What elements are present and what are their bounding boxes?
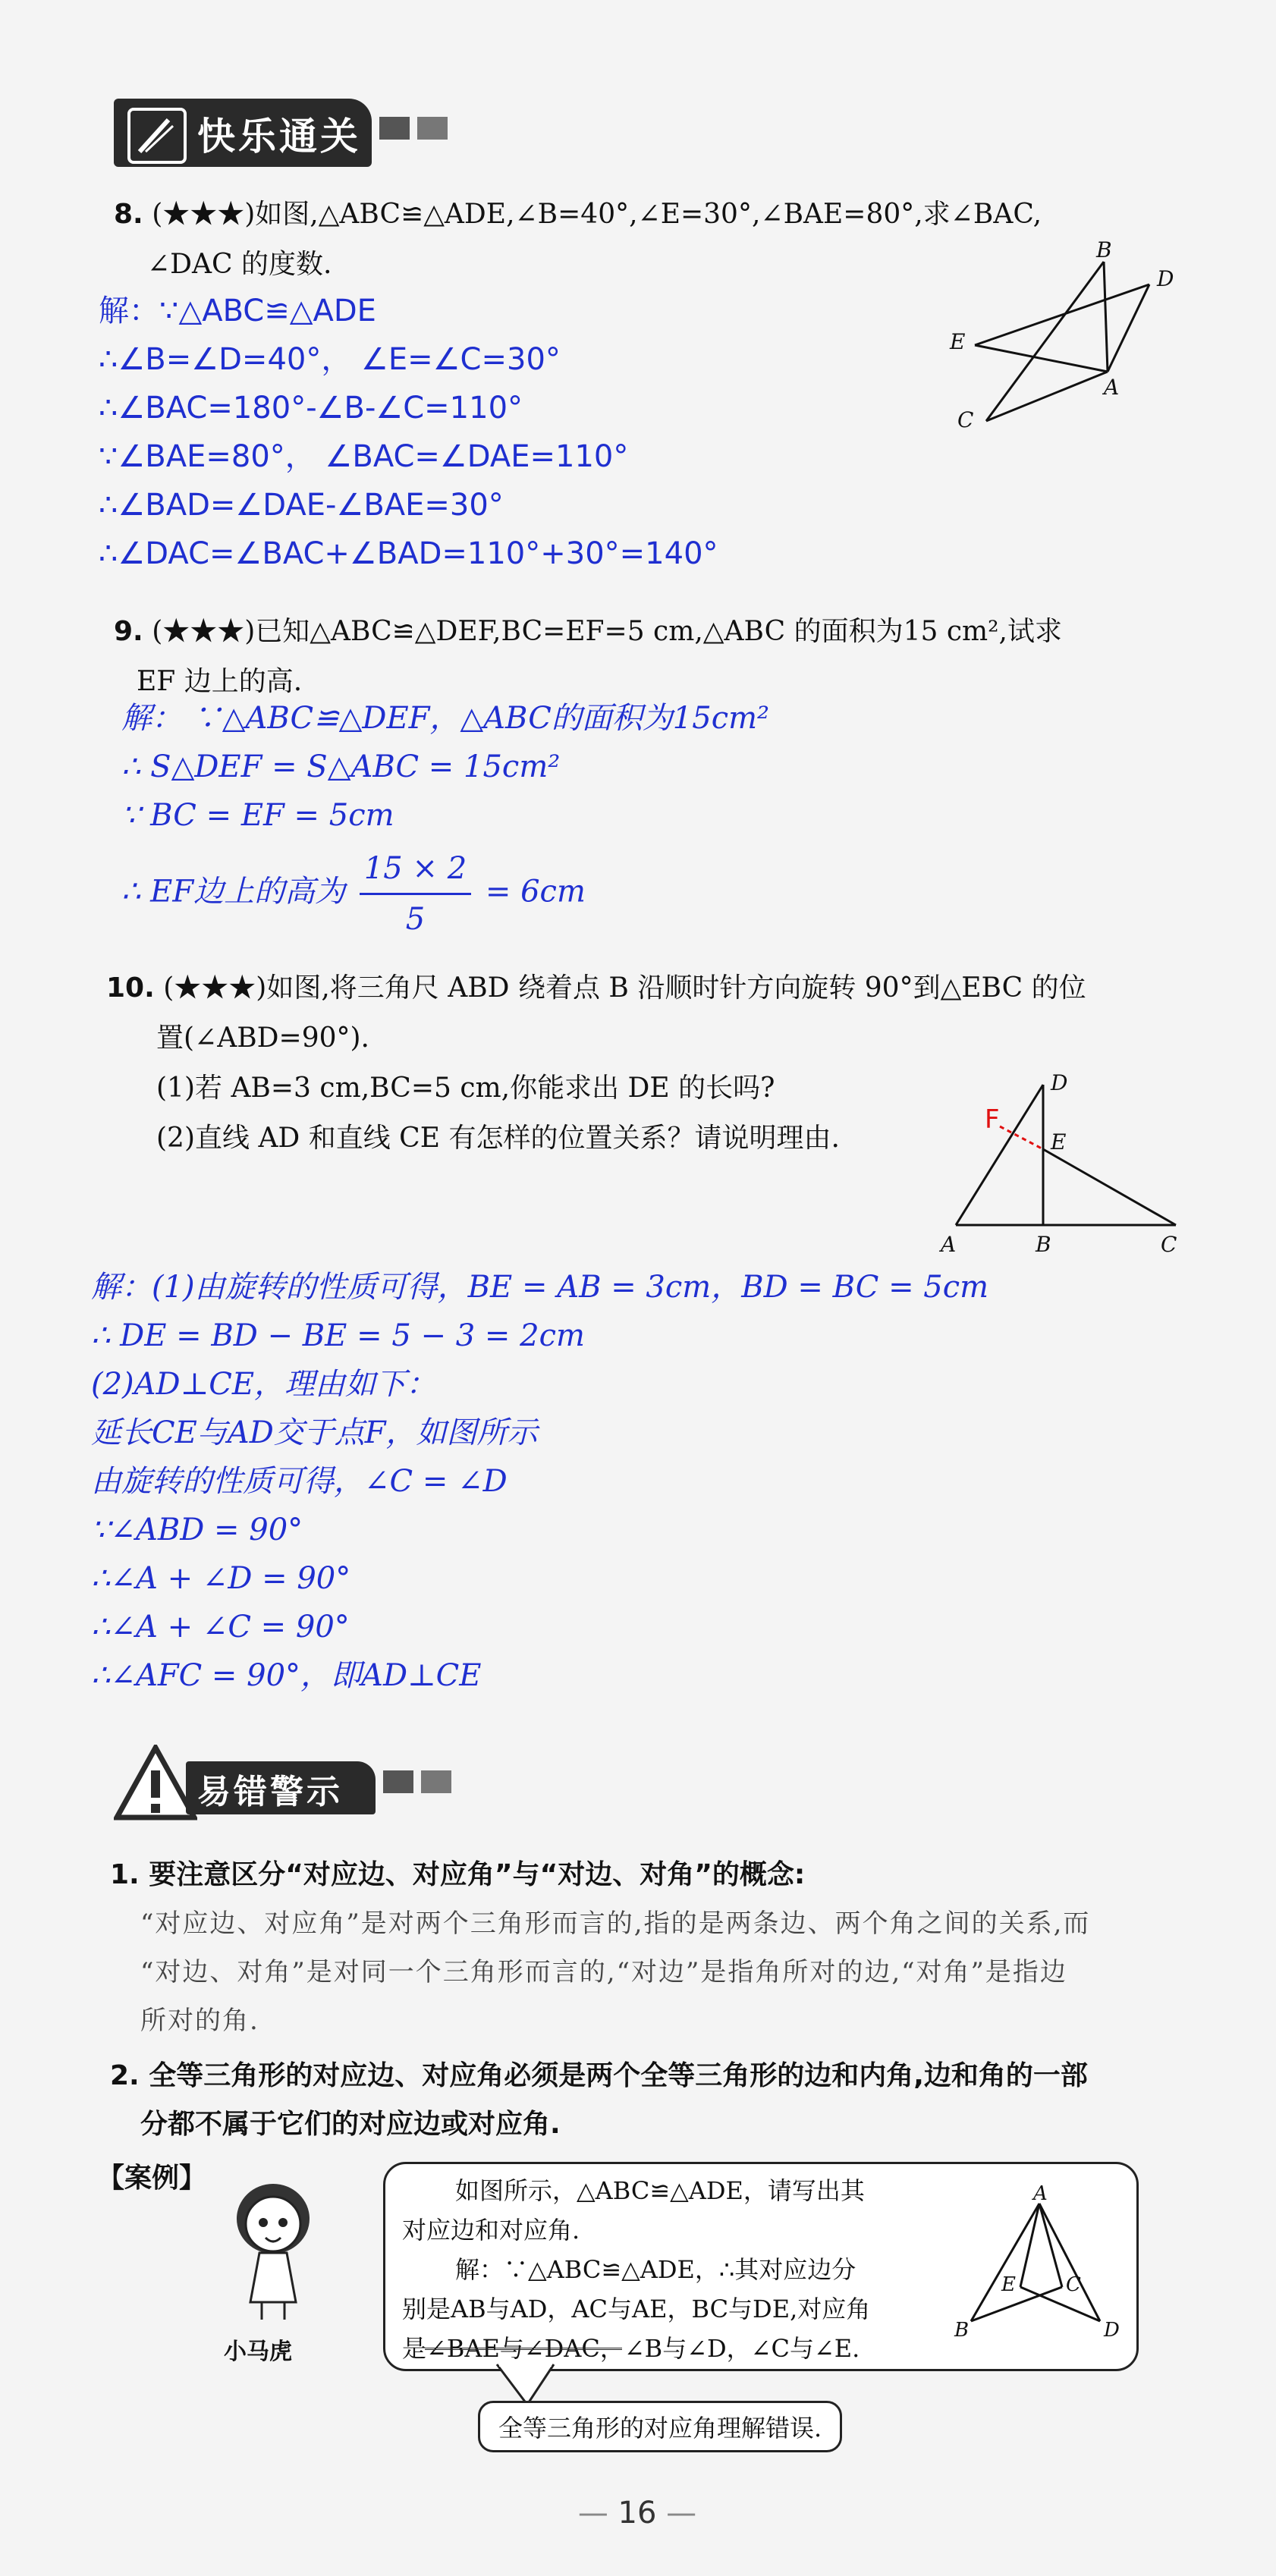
bubble-line: 解：∵△ABC≌△ADE，∴其对应边分 (455, 2255, 856, 2284)
label-B: B (1096, 239, 1112, 262)
answer-line: ∴∠A + ∠D = 90° (91, 1561, 351, 1596)
q8-line2: ∠DAC 的度数. (147, 249, 332, 280)
q10-line1: 如图,将三角尺 ABD 绕着点 B 沿顺时针方向旋转 90°到△EBC 的位 (266, 972, 1086, 1004)
q10-part2: (2)直线 AD 和直线 CE 有怎样的位置关系？请说明理由. (156, 1123, 840, 1154)
section-banner-warning (114, 1752, 448, 1828)
label-E: E (950, 329, 966, 354)
label-D: D (1051, 1070, 1068, 1095)
warning-line: 分都不属于它们的对应边或对应角. (140, 2109, 561, 2140)
answer-line: ∴ S△DEF = S△ABC = 15cm² (121, 749, 561, 784)
answer-line: 解： ∵△ABC≌△DEF，△ABC的面积为15cm² (121, 701, 770, 736)
pencil-icon (127, 108, 187, 164)
bubble-text (402, 2171, 948, 2368)
label-C: C (1161, 1232, 1177, 1257)
bubble-line: 是∠BAE与∠DAC，∠B与∠D，∠C与∠E. (402, 2334, 860, 2363)
warning-icon (114, 1745, 197, 1820)
q9-answer (121, 694, 956, 944)
label-D: D (1157, 266, 1174, 291)
answer-line: 解：(1)由旋转的性质可得，BE = AB = 3cm，BD = BC = 5cm (91, 1270, 989, 1305)
error-note (478, 2401, 842, 2452)
section-banner-happy (114, 99, 448, 174)
case-figure (948, 2185, 1130, 2351)
q8-line1: 如图,△ABC≌△ADE,∠B=40°,∠E=30°,∠BAE=80°,求∠BAC, (255, 199, 1042, 230)
q10-answer (91, 1263, 1229, 1700)
warning-line: “对边、对角”是对同一个三角形而言的,“对边”是指角所对的边,“对角”是指边 (140, 1957, 1067, 1987)
label-E: E (1051, 1129, 1067, 1154)
label-B: B (1036, 1232, 1051, 1257)
page-number-value: 16 (618, 2496, 657, 2530)
q10-line2: 置(∠ABD=90°). (156, 1023, 369, 1054)
warning-line: “对应边、对应角”是对两个三角形而言的,指的是两条边、两个角之间的关系,而 (140, 1908, 1091, 1939)
difficulty-stars: (★★★) (152, 616, 256, 647)
answer-result: = 6cm (485, 874, 586, 909)
fraction-denominator: 5 (405, 902, 426, 937)
character-name: 小马虎 (224, 2339, 292, 2365)
difficulty-stars: (★★★) (152, 199, 256, 230)
warning-2 (110, 2052, 1202, 2149)
q8-number: 8. (114, 199, 143, 230)
answer-line: ∴ DE = BD − BE = 5 − 3 = 2cm (91, 1318, 585, 1353)
bubble-line: 对应边和对应角. (402, 2216, 580, 2245)
answer-line: 延长CE与AD交于点F，如图所示 (91, 1415, 538, 1450)
q9-line1: 已知△ABC≌△DEF,BC=EF=5 cm,△ABC 的面积为15 cm²,试求 (255, 616, 1063, 647)
error-underline (425, 2348, 622, 2350)
page-number: — 16 — (577, 2496, 697, 2530)
error-note-text: 全等三角形的对应角理解错误. (498, 2414, 822, 2442)
answer-line: ∴∠A + ∠C = 90° (91, 1610, 350, 1645)
answer-line: ∴∠DAC=∠BAC+∠BAD=110°+30°=140° (99, 536, 718, 571)
answer-line: ∴ EF边上的高为 (121, 874, 346, 909)
label-B: B (954, 2319, 970, 2342)
q10-figure (933, 1066, 1191, 1263)
q9-line2: EF 边上的高. (137, 666, 303, 697)
label-E: E (1001, 2273, 1016, 2296)
answer-line: ∵ BC = EF = 5cm (121, 798, 394, 833)
answer-line: ∴∠B=∠D=40°， ∠E=∠C=30° (99, 342, 561, 377)
q9-number: 9. (114, 616, 143, 647)
q8-answer (99, 287, 933, 578)
bubble-line: 如图所示，△ABC≌△ADE，请写出其 (455, 2176, 865, 2205)
label-A: A (941, 1232, 957, 1257)
difficulty-stars: (★★★) (163, 972, 267, 1004)
answer-line: ∵∠BAE=80°， ∠BAC=∠DAE=110° (99, 439, 629, 474)
fraction-numerator: 15 × 2 (360, 844, 471, 895)
character-illustration (220, 2177, 326, 2321)
fraction (360, 844, 471, 944)
q8-figure (941, 239, 1199, 436)
warning-heading: 1. 要注意区分“对应边、对应角”与“对边、对角”的概念: (110, 1859, 806, 1890)
answer-line: ∵∠ABD = 90° (91, 1513, 303, 1547)
answer-line: ∴∠BAD=∠DAE-∠BAE=30° (99, 488, 504, 523)
label-C: C (957, 407, 974, 432)
label-C: C (1066, 2273, 1081, 2296)
answer-line: ∴∠AFC = 90°，即AD⊥CE (91, 1658, 482, 1693)
section-title: 快乐通关 (197, 115, 361, 159)
answer-line: 解：∵△ABC≌△ADE (99, 294, 376, 328)
label-D: D (1104, 2319, 1120, 2342)
warning-1 (110, 1851, 1202, 2045)
answer-line: (2)AD⊥CE，理由如下： (91, 1367, 437, 1402)
bubble-line: 别是AB与AD，AC与AE，BC与DE,对应角 (402, 2295, 871, 2323)
q10-part1: (1)若 AB=3 cm,BC=5 cm,你能求出 DE 的长吗? (156, 1073, 775, 1104)
q9-text (114, 607, 1191, 707)
warning-line: 所对的角. (140, 2006, 259, 2036)
q10-number: 10. (106, 972, 155, 1004)
label-F: F (985, 1104, 1000, 1135)
answer-line: 由旋转的性质可得，∠C = ∠D (91, 1464, 508, 1499)
warning-heading: 2. 全等三角形的对应边、对应角必须是两个全等三角形的边和内角,边和角的一部 (110, 2060, 1088, 2091)
section-title: 易错警示 (197, 1773, 343, 1811)
answer-line: ∴∠BAC=180°-∠B-∠C=110° (99, 391, 523, 426)
label-A: A (1033, 2185, 1048, 2205)
case-label: 【案例】 (97, 2163, 207, 2194)
label-A: A (1104, 375, 1120, 400)
